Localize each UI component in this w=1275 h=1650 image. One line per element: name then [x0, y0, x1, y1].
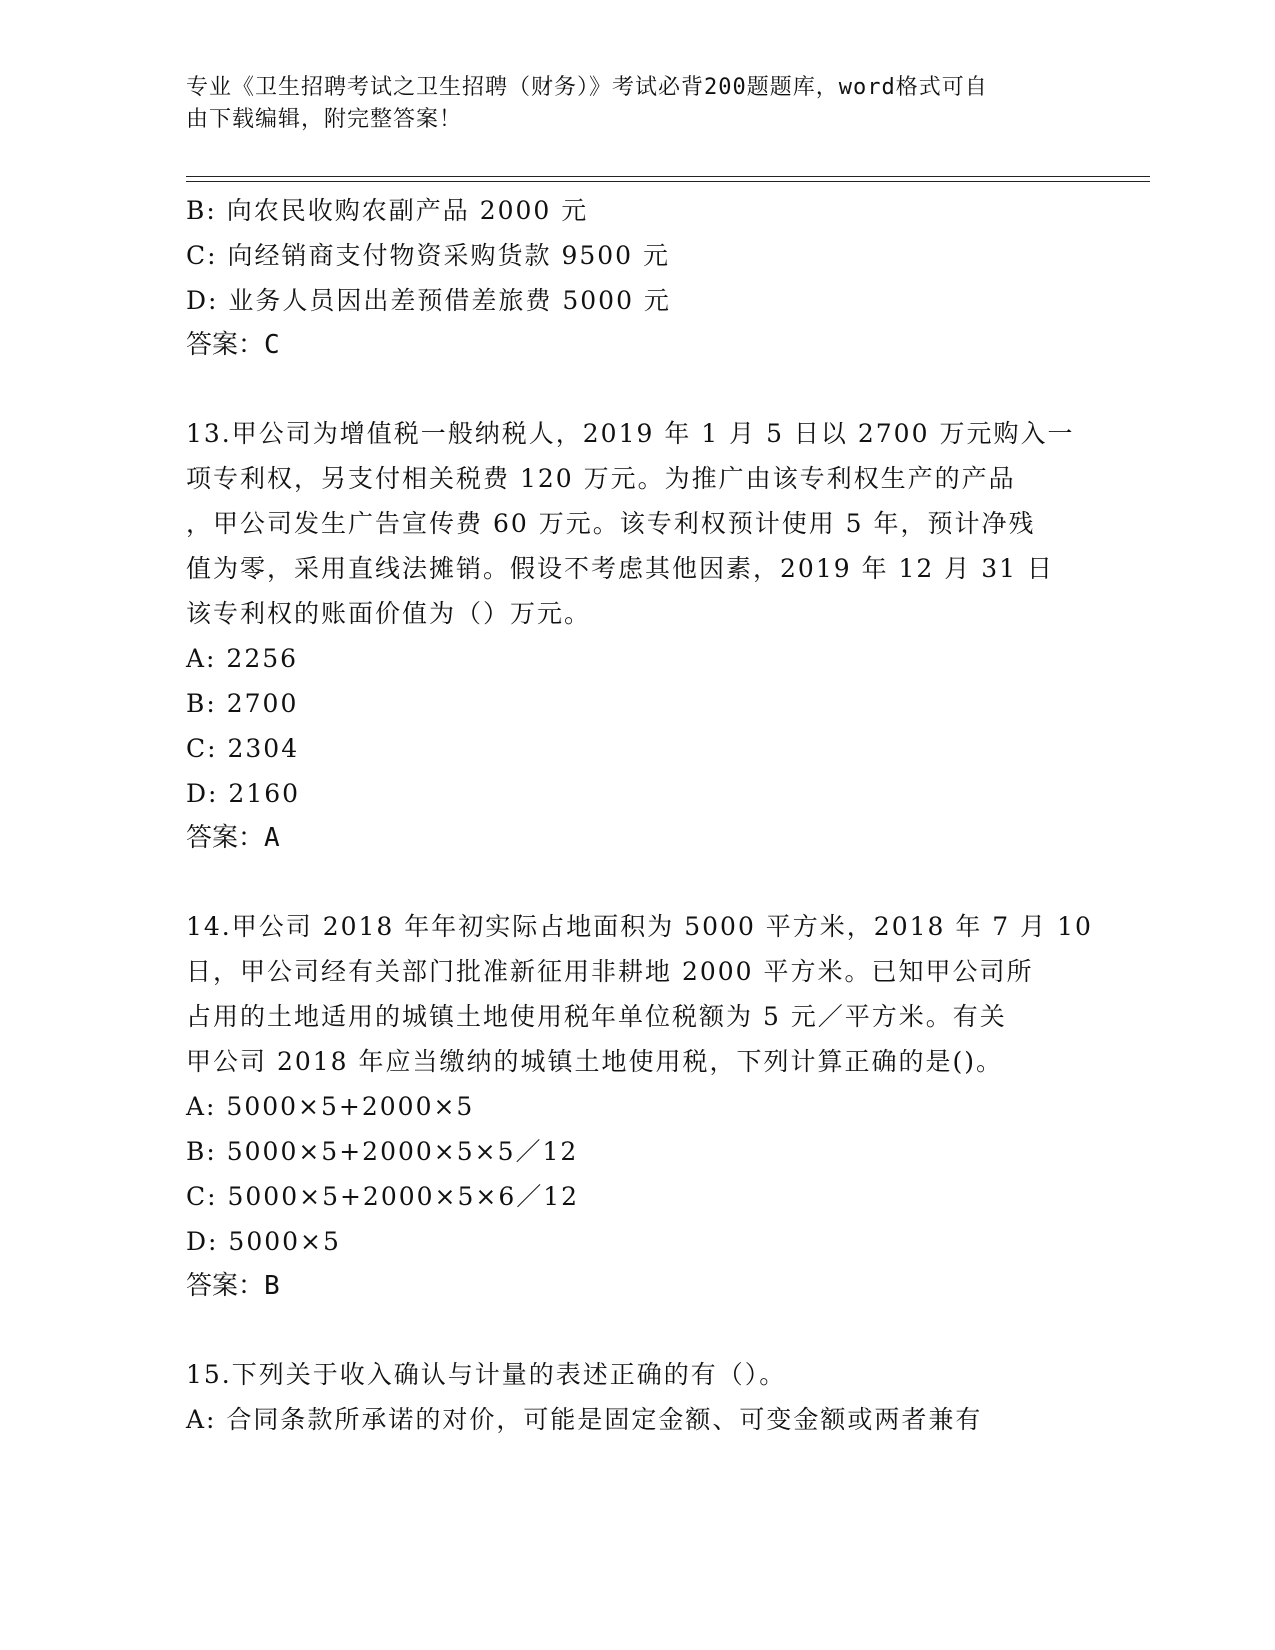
option-b: B: 2700 [186, 689, 299, 718]
question-stem-line: ，甲公司发生广告宣传费 60 万元。该专利权预计使用 5 年，预计净残 [186, 509, 1036, 538]
question-13 [186, 411, 1086, 861]
option-a: A: 合同条款所承诺的对价，可能是固定金额、可变金额或两者兼有 [186, 1405, 983, 1434]
question-gap [186, 1309, 1086, 1352]
question-14 [186, 904, 1093, 1309]
question-stem-line: 15.下列关于收入确认与计量的表述正确的有（）。 [186, 1360, 787, 1389]
option-c: C: 2304 [186, 734, 300, 763]
option-a: A: 5000×5+2000×5 [186, 1092, 475, 1121]
question-content [186, 188, 1093, 1442]
answer-line: 答案：A [186, 823, 280, 853]
question-stem-line: 值为零，采用直线法摊销。假设不考虑其他因素，2019 年 12 月 31 日 [186, 554, 1054, 583]
question-gap [186, 368, 1086, 411]
question-stem-line: 占用的土地适用的城镇土地使用税年单位税额为 5 元／平方米。有关 [186, 1002, 1007, 1031]
option-d: D: 5000×5 [186, 1227, 341, 1256]
question-stem-line: 13.甲公司为增值税一般纳税人，2019 年 1 月 5 日以 2700 万元购入一 [186, 419, 1075, 448]
question-15 [186, 1352, 1086, 1442]
question-gap [186, 861, 1086, 904]
answer-line: 答案：B [186, 1271, 280, 1301]
option-b: B: 5000×5+2000×5×5／12 [186, 1137, 579, 1166]
option-d: D: 业务人员因出差预借差旅费 5000 元 [186, 286, 671, 315]
header-line-1: 专业《卫生招聘考试之卫生招聘（财务）》考试必背200题题库，word格式可自 [186, 75, 988, 100]
option-d: D: 2160 [186, 779, 301, 808]
question-stem-line: 甲公司 2018 年应当缴纳的城镇土地使用税，下列计算正确的是()。 [186, 1047, 1004, 1076]
header-rule-bottom [186, 181, 1150, 182]
question-stem-line: 14.甲公司 2018 年年初实际占地面积为 5000 平方米，2018 年 7 月 10 [186, 912, 1093, 941]
header-line-2: 由下载编辑，附完整答案！ [186, 107, 463, 132]
option-a: A: 2256 [186, 644, 299, 673]
question-stem-line: 该专利权的账面价值为（）万元。 [186, 599, 592, 628]
header-rule-top [186, 176, 1150, 177]
answer-line: 答案：C [186, 330, 280, 360]
question-stem-line: 日，甲公司经有关部门批准新征用非耕地 2000 平方米。已知甲公司所 [186, 957, 1034, 986]
option-b: B: 向农民收购农副产品 2000 元 [186, 196, 589, 225]
document-header [186, 72, 1066, 136]
option-c: C: 向经销商支付物资采购货款 9500 元 [186, 241, 671, 270]
question-stem-line: 项专利权，另支付相关税费 120 万元。为推广由该专利权生产的产品 [186, 464, 1016, 493]
option-c: C: 5000×5+2000×5×6／12 [186, 1182, 580, 1211]
question-12 [186, 188, 1086, 368]
